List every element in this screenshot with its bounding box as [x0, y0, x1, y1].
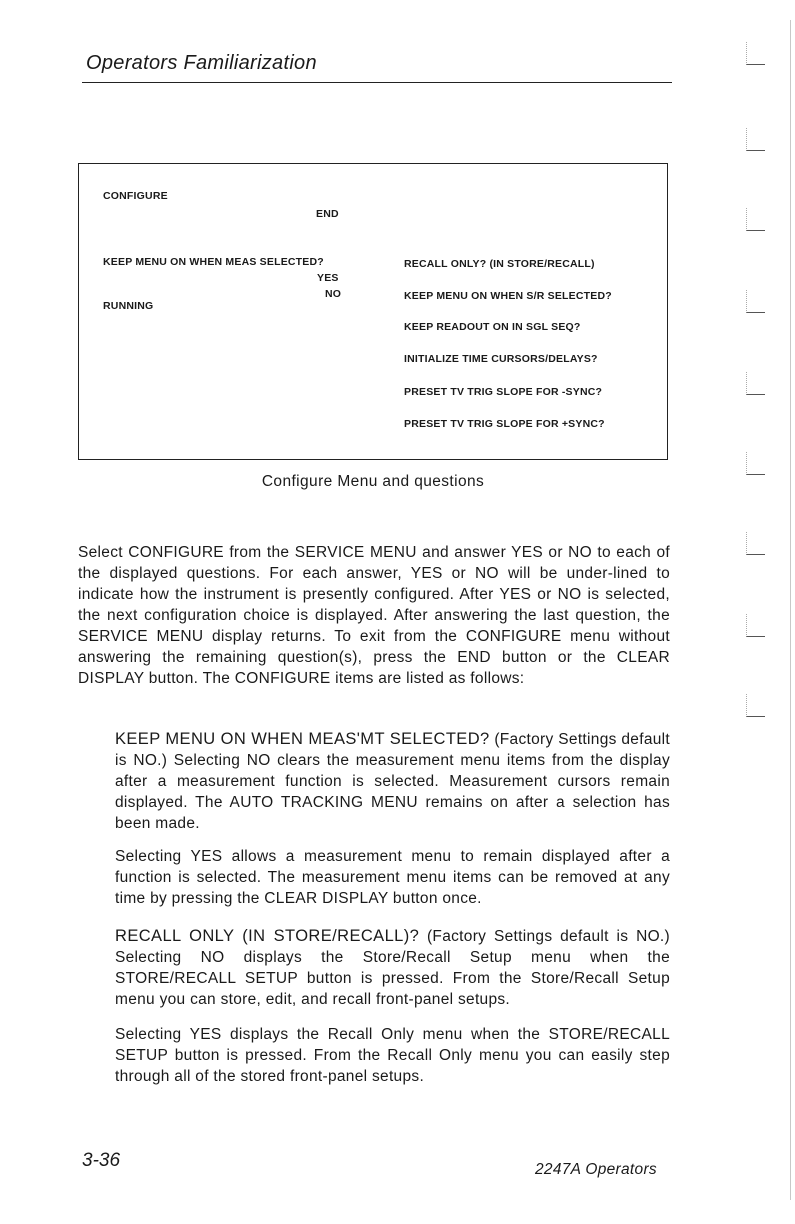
recall-only-text: (Factory Settings default is NO.) Selecting NO displays the Store/Recall Setup menu when the STORE/RECALL SETUP button is pressed. From the Store/Recall Setup menu you can store, edit, and recall front-panel setups. — [115, 928, 670, 1008]
figure-keep-menu-sr-label: KEEP MENU ON WHEN S/R SELECTED? — [404, 290, 612, 302]
keep-menu-yes-paragraph: Selecting YES allows a measurement menu to remain displayed after a function is selected. The measurement menu items can be removed at any time by pressing the CLEAR DISPLAY button once. — [115, 848, 670, 907]
page-header-title: Operators Familiarization — [86, 52, 317, 74]
keep-menu-heading: KEEP MENU ON WHEN MEAS'MT SELECTED? — [115, 730, 490, 748]
figure-configure-label: CONFIGURE — [103, 190, 168, 202]
figure-keep-menu-meas-label: KEEP MENU ON WHEN MEAS SELECTED? — [103, 256, 324, 268]
page-edge-line — [790, 20, 791, 1200]
intro-paragraph: Select CONFIGURE from the SERVICE MENU and answer YES or NO to each of the displayed questions. For each answer, YES or NO will be under-lined to indicate how the instrument is presently configured. After YES or NO is selected, the next configuration choice is displayed. After answering the last question, the SERVICE MENU display returns. To exit from the CONFIGURE menu without answering the remaining question(s), press the END button or the CLEAR DISPLAY button. The CONFIGURE items are listed as follows: — [78, 544, 670, 687]
binding-mark — [746, 42, 765, 65]
binding-mark — [746, 290, 765, 313]
page-number: 3-36 — [82, 1150, 121, 1171]
binding-mark — [746, 128, 765, 151]
document-title: 2247A Operators — [535, 1161, 657, 1178]
binding-mark — [746, 208, 765, 231]
figure-no-label: NO — [325, 288, 342, 300]
figure-end-label: END — [316, 208, 339, 220]
configure-menu-figure — [78, 163, 668, 460]
keep-menu-paragraph — [115, 729, 670, 834]
figure-recall-only-label: RECALL ONLY? (IN STORE/RECALL) — [404, 258, 595, 270]
binding-mark — [746, 372, 765, 395]
recall-only-paragraph — [115, 926, 670, 1010]
binding-mark — [746, 614, 765, 637]
figure-init-cursors-label: INITIALIZE TIME CURSORS/DELAYS? — [404, 353, 598, 365]
figure-tv-minus-sync-label: PRESET TV TRIG SLOPE FOR -SYNC? — [404, 386, 603, 398]
figure-caption: Configure Menu and questions — [261, 473, 485, 490]
recall-only-heading: RECALL ONLY (IN STORE/RECALL)? — [115, 927, 420, 945]
binding-mark — [746, 532, 765, 555]
figure-running-label: RUNNING — [103, 300, 154, 312]
header-rule — [82, 82, 672, 83]
figure-tv-plus-sync-label: PRESET TV TRIG SLOPE FOR +SYNC? — [404, 418, 605, 430]
binding-mark — [746, 452, 765, 475]
figure-yes-label: YES — [317, 272, 339, 284]
recall-only-yes-paragraph: Selecting YES displays the Recall Only menu when the STORE/RECALL SETUP button is pressed. From the Recall Only menu you can easily step through all of the stored front-panel setups. — [115, 1026, 670, 1085]
figure-keep-readout-label: KEEP READOUT ON IN SGL SEQ? — [404, 321, 581, 333]
keep-menu-text: (Factory Settings default is NO.) Selecting NO clears the measurement menu items from the display after a measurement function is selected. Measurement cursors remain displayed. The AUTO TRACKING MENU remains on after a selection has been made. — [115, 731, 671, 832]
binding-mark — [746, 694, 765, 717]
